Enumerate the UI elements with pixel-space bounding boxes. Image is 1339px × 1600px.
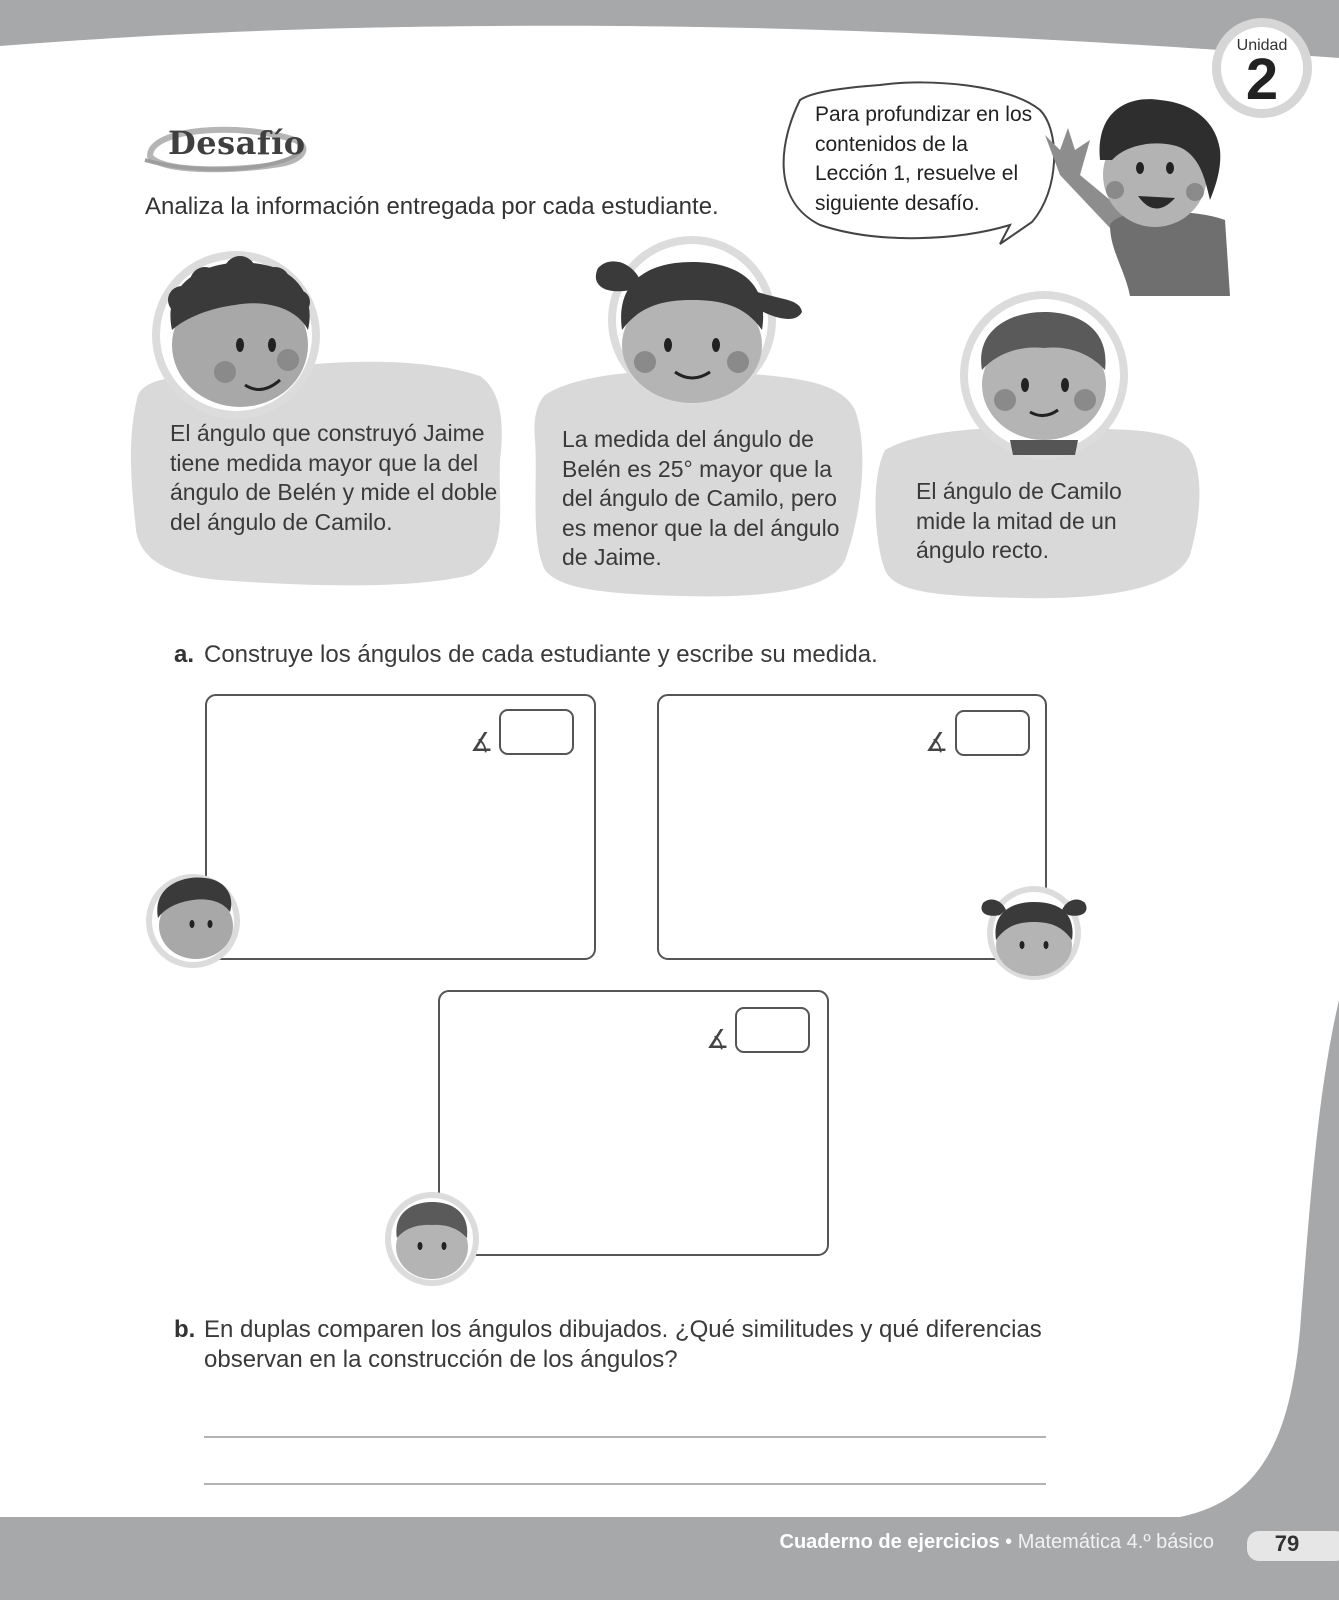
camilo-small-face-icon [385,1192,479,1286]
top-band [0,0,1339,58]
angle-symbol-jaime: ∡ [470,727,494,757]
jaime-small-face-icon [146,874,240,968]
unit-label: Unidad [1236,37,1288,54]
footer-text [780,1531,1214,1554]
question-b-letter: b. [174,1316,196,1343]
section-title: Desafío [168,124,306,162]
angle-symbol-belen: ∡ [925,727,949,757]
student-statement-jaime: El ángulo que construyó Jaime tiene medida mayor que la del ángulo de Belén y mide el doble del ángulo de Camilo. [170,420,498,535]
footer-book: Cuaderno de ejercicios [779,1531,1000,1553]
boy-waving-illustration [1045,99,1230,296]
unit-number: 2 [1245,47,1279,112]
jaime-face-icon [152,251,320,419]
question-a-letter: a. [174,641,195,668]
student-statement-camilo: El ángulo de Camilo mide la mitad de un ángulo recto. [916,478,1122,563]
footer-separator: • [999,1531,1018,1553]
footer-subject: Matemática 4.º básico [1017,1531,1214,1553]
measure-box-jaime [500,710,573,754]
question-b-text: En duplas comparen los ángulos dibujados. ¿Qué similitudes y qué diferencias observan en la construcción de los ángulos? [204,1316,1042,1373]
page-number: 79 [1274,1531,1300,1556]
question-b [174,1315,1104,1375]
angle-symbol-camilo: ∡ [706,1024,730,1054]
question-a [174,640,1104,670]
question-a-text: Construye los ángulos de cada estudiante y escribe su medida. [204,641,878,668]
camilo-face-icon [960,291,1128,459]
student-statement-belen: La medida del ángulo de Belén es 25° mayor que la del ángulo de Camilo, pero es menor que la del ángulo de Jaime. [562,426,840,570]
section-instruction: Analiza la información entregada por cada estudiante. [145,193,719,220]
speech-bubble-text: Para profundizar en los contenidos de la Lección 1, resuelve el siguiente desafío. [815,103,1033,215]
measure-box-belen [956,711,1029,755]
measure-box-camilo [736,1008,809,1052]
